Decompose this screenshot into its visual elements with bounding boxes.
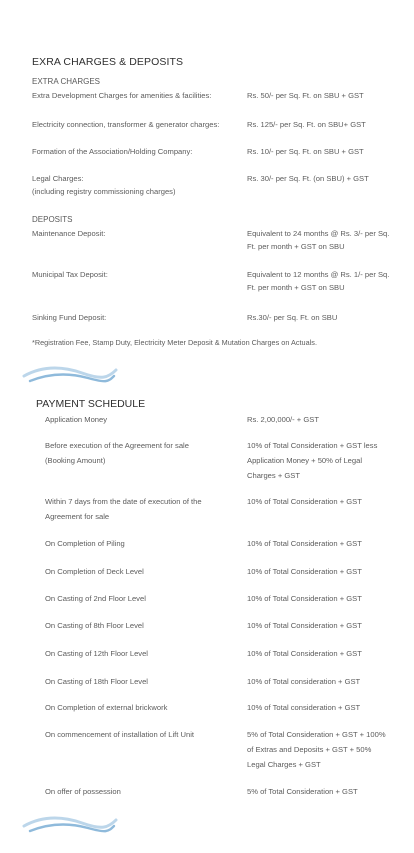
charge-label: Formation of the Association/Holding Company: bbox=[32, 147, 193, 156]
deposit-label: Sinking Fund Deposit: bbox=[32, 313, 107, 322]
schedule-amount: 10% of Total Consideration + GST bbox=[247, 649, 362, 658]
schedule-amount: Rs. 2,00,000/- + GST bbox=[247, 415, 319, 424]
schedule-milestone: Application Money bbox=[45, 415, 108, 424]
schedule-milestone: On commencement of installation of Lift Unit bbox=[45, 730, 194, 739]
deposit-value: Rs.30/- per Sq. Ft. on SBU bbox=[247, 313, 338, 322]
schedule-amount: 10% of Total consideration + GST bbox=[247, 703, 361, 712]
wave-divider-icon bbox=[20, 364, 120, 386]
schedule-milestone: On offer of possession bbox=[45, 787, 121, 796]
deposit-label: Municipal Tax Deposit: bbox=[32, 270, 108, 279]
schedule-amount: 10% of Total Consideration + GST bbox=[247, 594, 362, 603]
schedule-milestone: On Casting of 2nd Floor Level bbox=[45, 594, 146, 603]
schedule-milestone: On Casting of 8th Floor Level bbox=[45, 621, 144, 630]
wave-divider-icon bbox=[20, 814, 120, 836]
charges-title: EXRA CHARGES & DEPOSITS bbox=[32, 56, 184, 68]
charge-label: Extra Development Charges for amenities & facilities: bbox=[32, 91, 212, 100]
schedule-amount: 10% of Total Consideration + GST bbox=[247, 539, 362, 548]
payment-schedule-title: PAYMENT SCHEDULE bbox=[36, 398, 146, 410]
schedule-amount: 5% of Total Consideration + GST bbox=[247, 787, 358, 796]
schedule-amount: 10% of Total Consideration + GST bbox=[247, 497, 362, 506]
deposit-value: Equivalent to 12 months @ Rs. 1/- per Sq. Ft. per month + GST on SBU bbox=[247, 270, 390, 292]
deposit-value: Equivalent to 24 months @ Rs. 3/- per Sq. Ft. per month + GST on SBU bbox=[247, 229, 390, 251]
schedule-amount: 10% of Total consideration + GST bbox=[247, 677, 361, 686]
charge-label: Electricity connection, transformer & generator charges: bbox=[32, 120, 220, 129]
schedule-milestone: On Completion of external brickwork bbox=[45, 703, 168, 712]
schedule-amount: 10% of Total Consideration + GST bbox=[247, 567, 362, 576]
charge-label: Legal Charges: (including registry commissioning charges) bbox=[32, 174, 176, 196]
schedule-amount: 5% of Total Consideration + GST + 100% of Extras and Deposits + GST + 50% Legal Charges + GST bbox=[247, 730, 386, 769]
charge-value: Rs. 10/- per Sq. Ft. on SBU + GST bbox=[247, 147, 364, 156]
schedule-milestone: On Completion of Piling bbox=[45, 539, 125, 548]
schedule-amount: 10% of Total Consideration + GST bbox=[247, 621, 362, 630]
footnote: *Registration Fee, Stamp Duty, Electricity Meter Deposit & Mutation Charges on Actuals. bbox=[32, 338, 317, 347]
schedule-milestone: On Completion of Deck Level bbox=[45, 567, 144, 576]
deposit-label: Maintenance Deposit: bbox=[32, 229, 106, 238]
schedule-amount: 10% of Total Consideration + GST less Application Money + 50% of Legal Charges + GST bbox=[247, 441, 378, 480]
charge-value: Rs. 30/- per Sq. Ft. (on SBU) + GST bbox=[247, 174, 369, 183]
charge-value: Rs. 125/- per Sq. Ft. on SBU+ GST bbox=[247, 120, 366, 129]
schedule-milestone: Before execution of the Agreement for sale (Booking Amount) bbox=[45, 441, 189, 465]
schedule-milestone: On Casting of 18th Floor Level bbox=[45, 677, 148, 686]
charge-value: Rs. 50/- per Sq. Ft. on SBU + GST bbox=[247, 91, 364, 100]
deposits-subtitle: DEPOSITS bbox=[32, 215, 73, 224]
schedule-milestone: Within 7 days from the date of execution of the Agreement for sale bbox=[45, 497, 202, 521]
schedule-milestone: On Casting of 12th Floor Level bbox=[45, 649, 148, 658]
extra-charges-subtitle: EXTRA CHARGES bbox=[32, 77, 101, 86]
